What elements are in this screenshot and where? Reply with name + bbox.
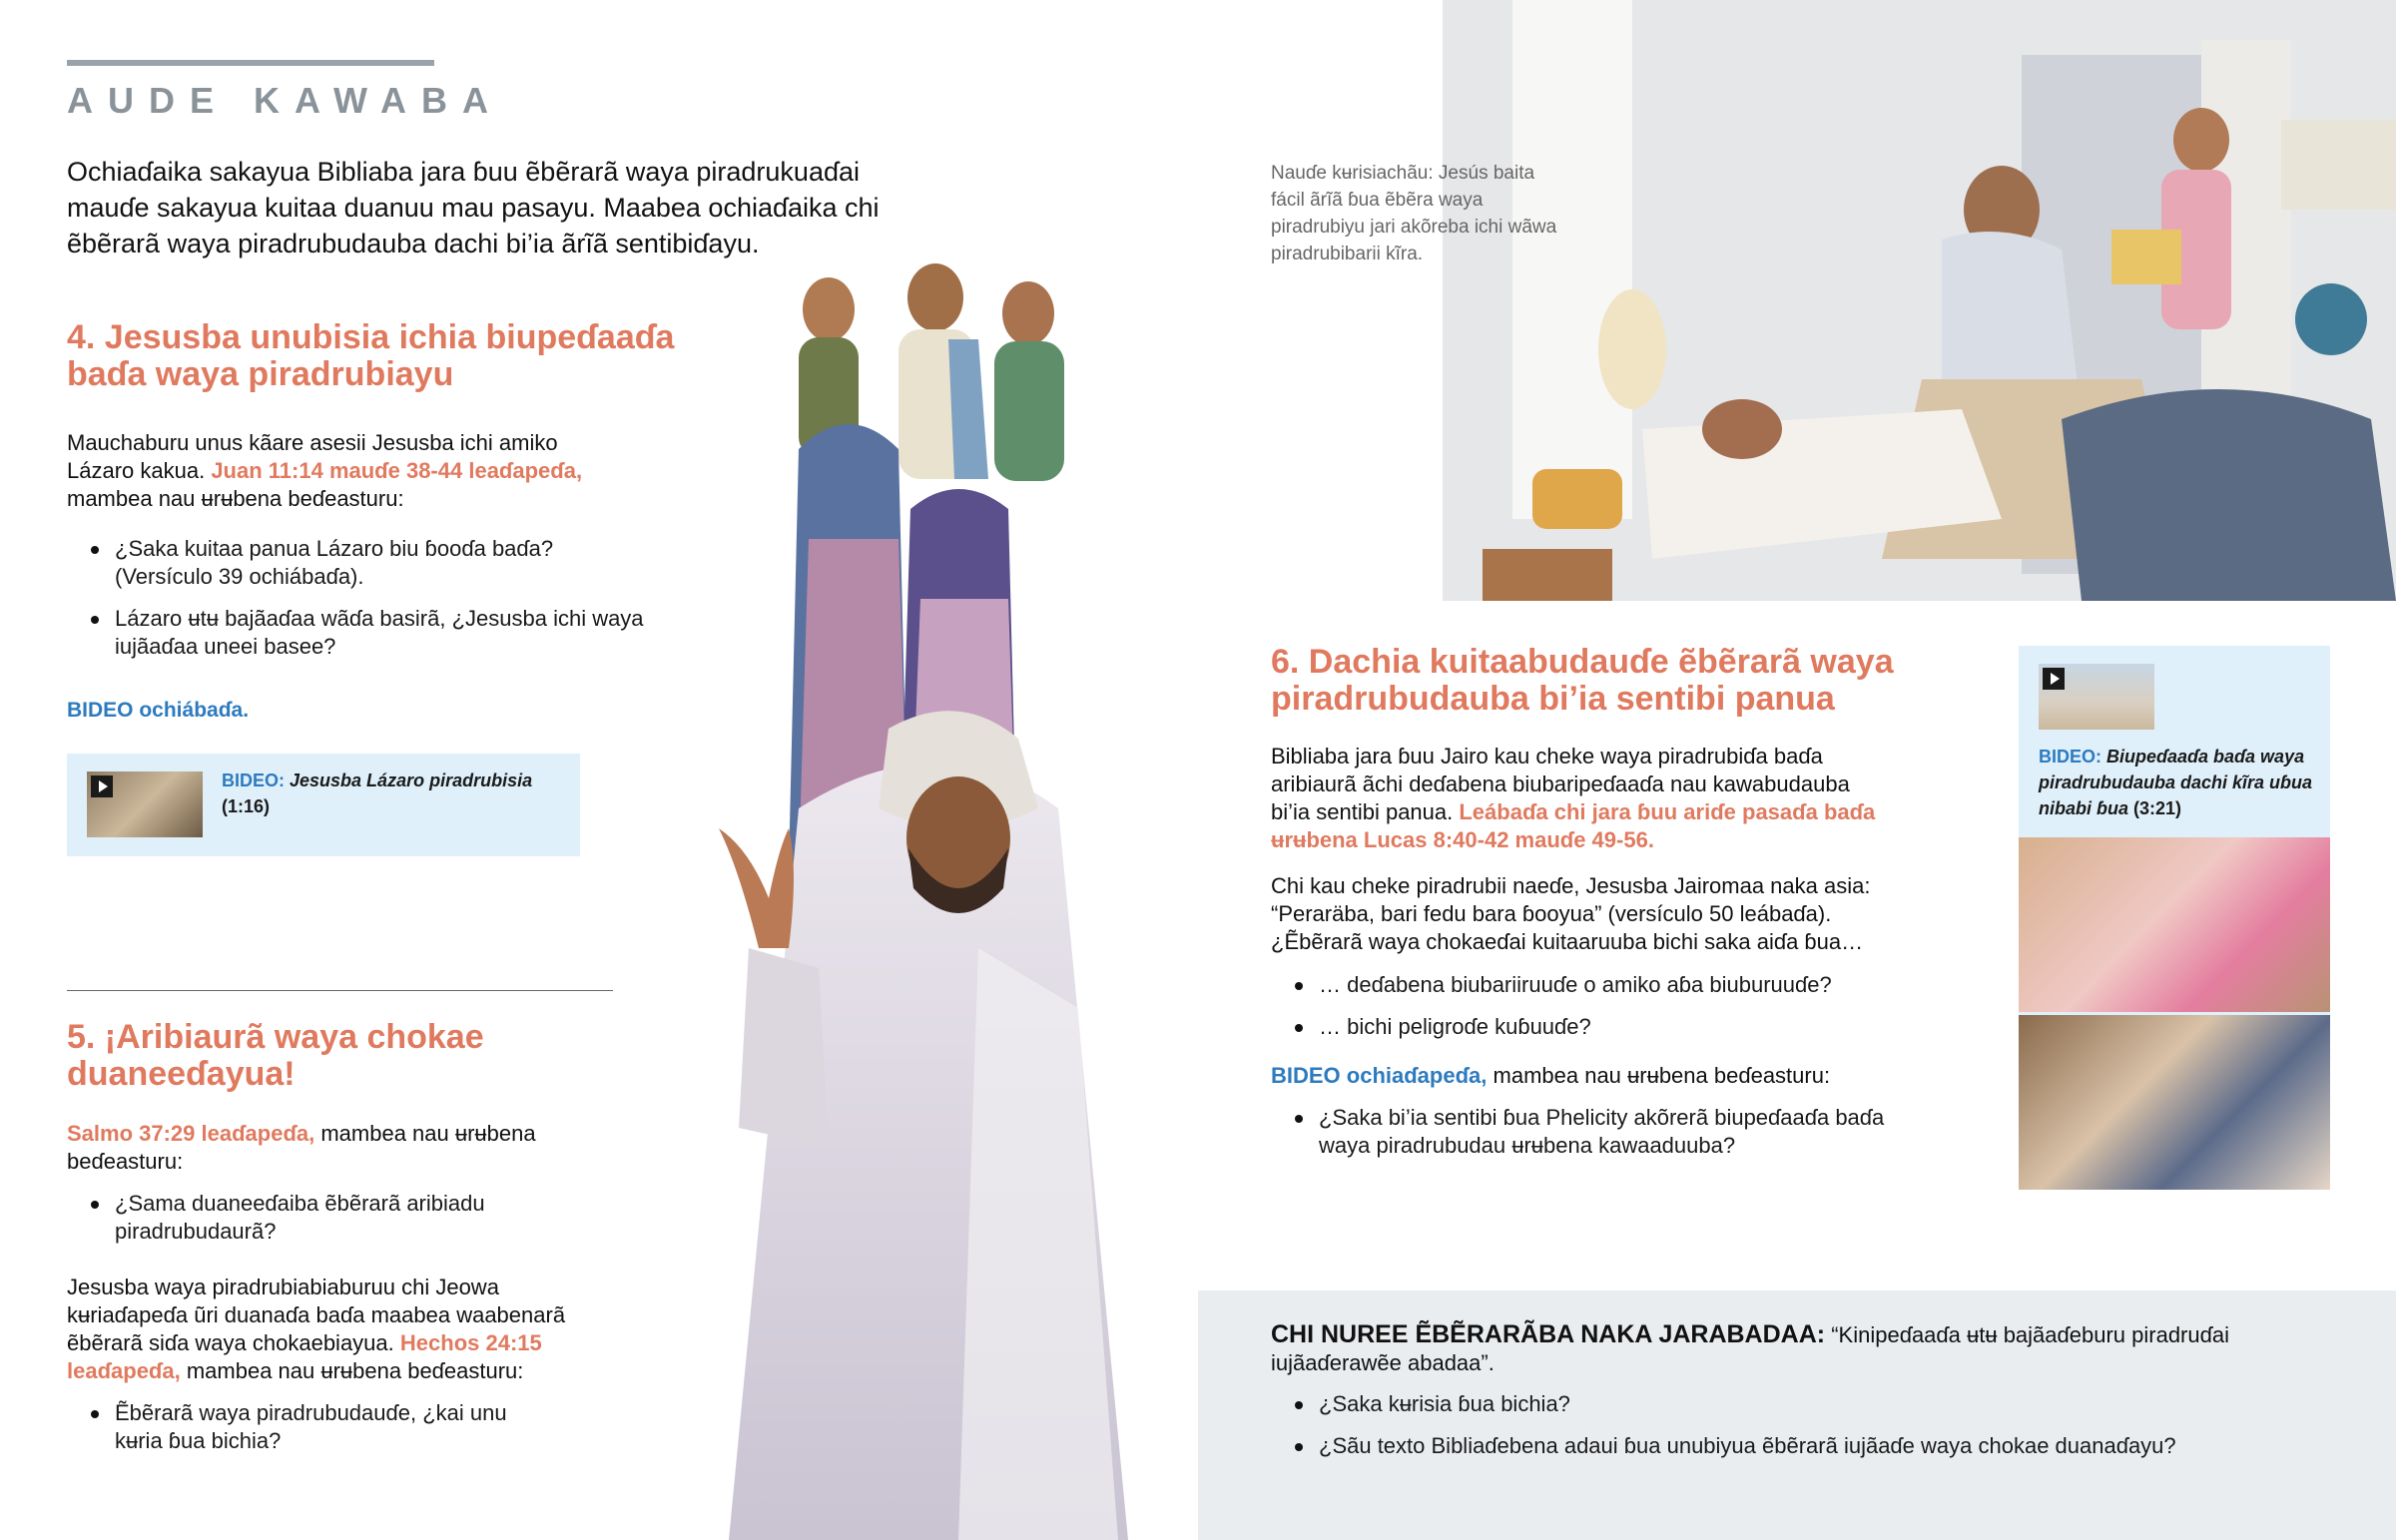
section-6-body-1	[1271, 743, 1890, 854]
play-icon[interactable]	[91, 775, 113, 797]
discussion-questions	[1271, 1390, 2367, 1474]
illustration-caption: Nauɗe kʉrisiachãu: Jesús baita fácil ãrĩã ɓua ẽbẽra waya piradrubiyu jari akõreba ichi wãwa piradrubibarii kĩra.	[1271, 163, 1557, 264]
video-label: BIDEO:	[222, 770, 285, 790]
video-title: Biupeɗaaɗa baɗa waya piradrubudauba dachi kĩra uɓua nibabi ɓua	[2039, 747, 2313, 818]
section-4-scripture-link[interactable]: Juan 11:14 mauɗe 38-44 leaɗapeɗa,	[211, 458, 583, 483]
section-6-questions	[1271, 971, 1918, 1055]
bedroom-illustration	[1443, 0, 2396, 601]
section-5-scripture-link[interactable]: Salmo 37:29 leaɗapeɗa,	[67, 1121, 315, 1146]
question-item: Lázaro ʉtʉ bajãaɗaa wãɗa basirã, ¿Jesusba ichi waya iujãaɗaa uneei basee?	[115, 605, 654, 661]
video-title: Jesusba Lázaro piradrubisia	[290, 770, 533, 790]
photo-study	[2019, 1015, 2330, 1190]
section-5-scripture-link-2[interactable]: Hechos 24:15 leaɗapeɗa,	[67, 1330, 542, 1383]
question-item: ¿Saka kuitaa panua Lázaro biu ɓooɗa baɗa? (Versículo 39 ochiábaɗa).	[115, 535, 654, 591]
video-label: BIDEO:	[2039, 747, 2101, 767]
question-item: Ẽbẽrarã waya piradrubudauɗe, ¿kai unu kʉria ɓua bichia?	[115, 1399, 514, 1455]
video-caption	[222, 768, 561, 819]
video-card-lazarus[interactable]	[67, 754, 580, 856]
question-item: ¿Sãu texto Bibliaɗebena adaui ɓua unubiyua ẽbẽrarã iujãaɗe waya chokae duanaɗayu?	[1319, 1432, 2367, 1460]
question-item: … bichi peligroɗe kuɓuuɗe?	[1319, 1013, 1918, 1041]
section-6-body-2: Chi kau cheke piradrubii naeɗe, Jesusba Jairomaa naka asia: “Peraräba, bari fedu bara ɓooyua” (versículo 50 leábaɗa). ¿Ẽbẽrarã waya chokaeɗai kuitaaruuba bichi saka aiɗa ɓua…	[1271, 873, 1871, 954]
play-icon[interactable]	[2043, 668, 2065, 690]
discussion-quote-text: “Kinipeɗaaɗa ʉtʉ bajãaɗeburu piradruɗai iujãaɗerawẽe abadaa”.	[1271, 1322, 2229, 1375]
section-4-body-end: mambea nau ʉrʉbena beɗeasturu:	[67, 486, 404, 511]
discussion-lead: CHI NUREE ẼBẼRARÃBA NAKA JARABADAA:	[1271, 1320, 1826, 1348]
section-4-questions	[67, 535, 654, 675]
section-6-body-text: Bibliaba jara ɓuu Jairo kau cheke waya piradrubiɗa baɗa aribiaurã ãchi deɗabena biubaripeɗaaɗa nau kawabudauba bi’ia sentibi panua.	[1271, 744, 1850, 824]
section-6-video-prompt-line	[1271, 1062, 1910, 1090]
question-item: … deɗabena biubariiruuɗe o amiko aɓa biuburuuɗe?	[1319, 971, 1918, 999]
section-4-heading: 4. Jesusba unubisia ichia biupeɗaaɗa baɗa waya piradrubiayu	[67, 318, 675, 393]
section-6-questions-2	[1271, 1104, 1918, 1174]
section-5-body-end: mambea nau ʉrʉbena beɗeasturu:	[180, 1358, 524, 1383]
video-card-phelicity[interactable]	[2019, 646, 2330, 1190]
photo-embrace	[2019, 837, 2330, 1012]
section-4-body	[67, 429, 626, 513]
question-item: ¿Sama duaneeɗaiba ẽbẽrarã aribiadu piradrubudaurã?	[115, 1190, 554, 1246]
section-5-questions-1	[67, 1190, 554, 1260]
section-5-questions-2	[67, 1399, 514, 1469]
section-5-intro-end: mambea nau ʉrʉbena beɗeasturu:	[67, 1121, 536, 1174]
video-caption	[2039, 744, 2318, 821]
header-rule	[67, 60, 434, 66]
section-6-video-prompt[interactable]: BIDEO ochiaɗapeɗa,	[1271, 1063, 1488, 1088]
section-4-video-prompt: BIDEO ochiábaɗa.	[67, 699, 250, 722]
section-6-scripture-link[interactable]: Leábaɗa chi jara ɓuu ariɗe pasaɗa baɗa ʉrʉbena Lucas 8:40-42 mauɗe 49-56.	[1271, 799, 1876, 852]
section-5-heading: 5. ¡Aribiaurã waya chokae duaneeɗayua!	[67, 1018, 484, 1093]
section-5-body-text: Jesusba waya piradrubiabiaburuu chi Jeowa kʉriaɗapeɗa ũri duanaɗa baɗa maabea waabenarã ẽbẽrarã siɗa waya chokaebiayua.	[67, 1275, 566, 1355]
section-divider	[67, 990, 613, 991]
video-duration: (1:16)	[222, 796, 271, 816]
lazarus-illustration	[659, 250, 1198, 1540]
section-kicker: AUDE KAWABA	[67, 80, 504, 121]
video-duration: (3:21)	[2133, 798, 2182, 818]
video-thumbnail[interactable]	[87, 771, 203, 837]
section-5-body	[67, 1274, 611, 1385]
video-thumbnail[interactable]	[2039, 664, 2154, 730]
section-6-heading: 6. Dachia kuitaabudauɗe ẽbẽrarã waya piradrubudauba bi’ia sentibi panua	[1271, 643, 1894, 718]
section-6-video-prompt-end: mambea nau ʉrʉbena beɗeasturu:	[1487, 1063, 1831, 1088]
discussion-quote	[1271, 1320, 2269, 1377]
intro-paragraph: Ochiaɗaika sakayua Bibliaba jara ɓuu ẽbẽrarã waya piradrukuaɗai mauɗe sakayua kuitaa duanuu mau pasayu. Maabea ochiaɗaika chi ẽbẽrarã waya piradrubudauba dachi bi’ia ãrĩã sentibiɗayu.	[67, 157, 880, 258]
section-5-intro	[67, 1120, 626, 1176]
question-item: ¿Saka kʉrisia ɓua bichia?	[1319, 1390, 2367, 1418]
section-4-body-text: Mauchaburu unus kãare asesii Jesusba ichi amiko Lázaro kakua.	[67, 430, 558, 483]
question-item: ¿Saka bi’ia sentibi ɓua Phelicity akõrerã biupeɗaaɗa baɗa waya piradrubudau ʉrʉbena kawaaduuba?	[1319, 1104, 1918, 1160]
